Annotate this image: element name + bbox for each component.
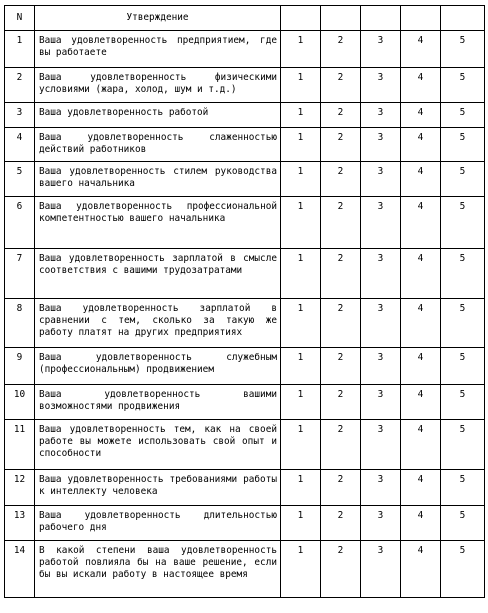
row-number: 6: [5, 197, 35, 249]
rating-option-4[interactable]: 4: [401, 348, 441, 385]
rating-option-1[interactable]: 1: [281, 385, 321, 420]
table-row: [5, 385, 485, 420]
rating-option-4[interactable]: 4: [401, 31, 441, 68]
rating-option-1[interactable]: 1: [281, 506, 321, 541]
table-row: [5, 128, 485, 162]
statement-text: Ваша удовлетворенность слаженностью действий работников: [35, 128, 281, 162]
rating-option-5[interactable]: 5: [441, 541, 485, 598]
table-row: [5, 541, 485, 598]
rating-option-4[interactable]: 4: [401, 162, 441, 197]
row-number: 11: [5, 420, 35, 470]
rating-option-2[interactable]: 2: [321, 128, 361, 162]
row-number: 7: [5, 249, 35, 299]
rating-option-5[interactable]: 5: [441, 506, 485, 541]
table-row: [5, 506, 485, 541]
rating-option-4[interactable]: 4: [401, 541, 441, 598]
table-row: [5, 31, 485, 68]
rating-option-4[interactable]: 4: [401, 470, 441, 506]
statement-text: Ваша удовлетворенность тем, как на своей работе вы можете использовать свой опыт и способности: [35, 420, 281, 470]
rating-option-1[interactable]: 1: [281, 68, 321, 103]
rating-option-2[interactable]: 2: [321, 541, 361, 598]
rating-option-3[interactable]: 3: [361, 348, 401, 385]
rating-option-5[interactable]: 5: [441, 470, 485, 506]
row-number: 14: [5, 541, 35, 598]
rating-option-2[interactable]: 2: [321, 506, 361, 541]
rating-option-1[interactable]: 1: [281, 162, 321, 197]
table-row: [5, 348, 485, 385]
rating-option-3[interactable]: 3: [361, 385, 401, 420]
row-number: 1: [5, 31, 35, 68]
rating-option-3[interactable]: 3: [361, 31, 401, 68]
rating-option-1[interactable]: 1: [281, 128, 321, 162]
rating-option-4[interactable]: 4: [401, 103, 441, 128]
row-number: 8: [5, 299, 35, 348]
table-row: [5, 299, 485, 348]
statement-text: Ваша удовлетворенность работой: [35, 103, 281, 128]
rating-option-5[interactable]: 5: [441, 103, 485, 128]
rating-option-3[interactable]: 3: [361, 470, 401, 506]
rating-option-1[interactable]: 1: [281, 197, 321, 249]
statement-text: Ваша удовлетворенность длительностью рабочего дня: [35, 506, 281, 541]
rating-option-4[interactable]: 4: [401, 385, 441, 420]
statement-text: Ваша удовлетворенность служебным (профессиональным) продвижением: [35, 348, 281, 385]
rating-option-5[interactable]: 5: [441, 128, 485, 162]
rating-option-3[interactable]: 3: [361, 506, 401, 541]
rating-option-3[interactable]: 3: [361, 103, 401, 128]
survey-body: [5, 31, 485, 598]
table-row: [5, 470, 485, 506]
rating-option-1[interactable]: 1: [281, 249, 321, 299]
rating-option-1[interactable]: 1: [281, 420, 321, 470]
rating-option-4[interactable]: 4: [401, 299, 441, 348]
header-scale-5: [441, 6, 485, 31]
statement-text: Ваша удовлетворенность предприятием, где вы работаете: [35, 31, 281, 68]
table-row: [5, 68, 485, 103]
rating-option-3[interactable]: 3: [361, 541, 401, 598]
row-number: 5: [5, 162, 35, 197]
header-number: N: [5, 6, 35, 31]
rating-option-2[interactable]: 2: [321, 68, 361, 103]
rating-option-1[interactable]: 1: [281, 103, 321, 128]
rating-option-1[interactable]: 1: [281, 470, 321, 506]
rating-option-4[interactable]: 4: [401, 68, 441, 103]
header-scale-2: [321, 6, 361, 31]
table-row: [5, 420, 485, 470]
rating-option-1[interactable]: 1: [281, 299, 321, 348]
statement-text: Ваша удовлетворенность зарплатой в смысле соответствия с вашими трудозатратами: [35, 249, 281, 299]
row-number: 4: [5, 128, 35, 162]
rating-option-1[interactable]: 1: [281, 348, 321, 385]
row-number: 9: [5, 348, 35, 385]
rating-option-3[interactable]: 3: [361, 299, 401, 348]
statement-text: В какой степени ваша удовлетворенность работой повлияла бы на ваше решение, если бы вы искали работу в настоящее время: [35, 541, 281, 598]
rating-option-5[interactable]: 5: [441, 348, 485, 385]
statement-text: Ваша удовлетворенность физическими условиями (жара, холод, шум и т.д.): [35, 68, 281, 103]
table-row: [5, 103, 485, 128]
rating-option-1[interactable]: 1: [281, 31, 321, 68]
table-row: [5, 197, 485, 249]
table-row: [5, 249, 485, 299]
rating-option-5[interactable]: 5: [441, 385, 485, 420]
header-statement: Утверждение: [35, 6, 281, 31]
rating-option-3[interactable]: 3: [361, 68, 401, 103]
statement-text: Ваша удовлетворенность требованиями работы к интеллекту человека: [35, 470, 281, 506]
rating-option-5[interactable]: 5: [441, 162, 485, 197]
header-scale-1: [281, 6, 321, 31]
rating-option-5[interactable]: 5: [441, 299, 485, 348]
satisfaction-survey-table: [4, 5, 485, 598]
rating-option-4[interactable]: 4: [401, 506, 441, 541]
row-number: 13: [5, 506, 35, 541]
rating-option-4[interactable]: 4: [401, 420, 441, 470]
statement-text: Ваша удовлетворенность зарплатой в сравнении с тем, сколько за такую же работу платят на других предприятиях: [35, 299, 281, 348]
rating-option-2[interactable]: 2: [321, 299, 361, 348]
rating-option-5[interactable]: 5: [441, 420, 485, 470]
rating-option-2[interactable]: 2: [321, 103, 361, 128]
row-number: 3: [5, 103, 35, 128]
rating-option-2[interactable]: 2: [321, 385, 361, 420]
rating-option-3[interactable]: 3: [361, 197, 401, 249]
rating-option-2[interactable]: 2: [321, 420, 361, 470]
header-row: [5, 6, 485, 31]
header-scale-3: [361, 6, 401, 31]
rating-option-4[interactable]: 4: [401, 249, 441, 299]
header-scale-4: [401, 6, 441, 31]
rating-option-5[interactable]: 5: [441, 197, 485, 249]
statement-text: Ваша удовлетворенность стилем руководства вашего начальника: [35, 162, 281, 197]
rating-option-2[interactable]: 2: [321, 31, 361, 68]
row-number: 12: [5, 470, 35, 506]
rating-option-5[interactable]: 5: [441, 249, 485, 299]
rating-option-4[interactable]: 4: [401, 128, 441, 162]
rating-option-5[interactable]: 5: [441, 68, 485, 103]
rating-option-3[interactable]: 3: [361, 249, 401, 299]
rating-option-3[interactable]: 3: [361, 420, 401, 470]
rating-option-4[interactable]: 4: [401, 197, 441, 249]
row-number: 10: [5, 385, 35, 420]
rating-option-1[interactable]: 1: [281, 541, 321, 598]
row-number: 2: [5, 68, 35, 103]
rating-option-5[interactable]: 5: [441, 31, 485, 68]
rating-option-2[interactable]: 2: [321, 470, 361, 506]
rating-option-3[interactable]: 3: [361, 128, 401, 162]
statement-text: Ваша удовлетворенность вашими возможностями продвижения: [35, 385, 281, 420]
rating-option-2[interactable]: 2: [321, 197, 361, 249]
table-row: [5, 162, 485, 197]
statement-text: Ваша удовлетворенность профессиональной компетентностью вашего начальника: [35, 197, 281, 249]
rating-option-2[interactable]: 2: [321, 249, 361, 299]
rating-option-2[interactable]: 2: [321, 162, 361, 197]
rating-option-3[interactable]: 3: [361, 162, 401, 197]
rating-option-2[interactable]: 2: [321, 348, 361, 385]
